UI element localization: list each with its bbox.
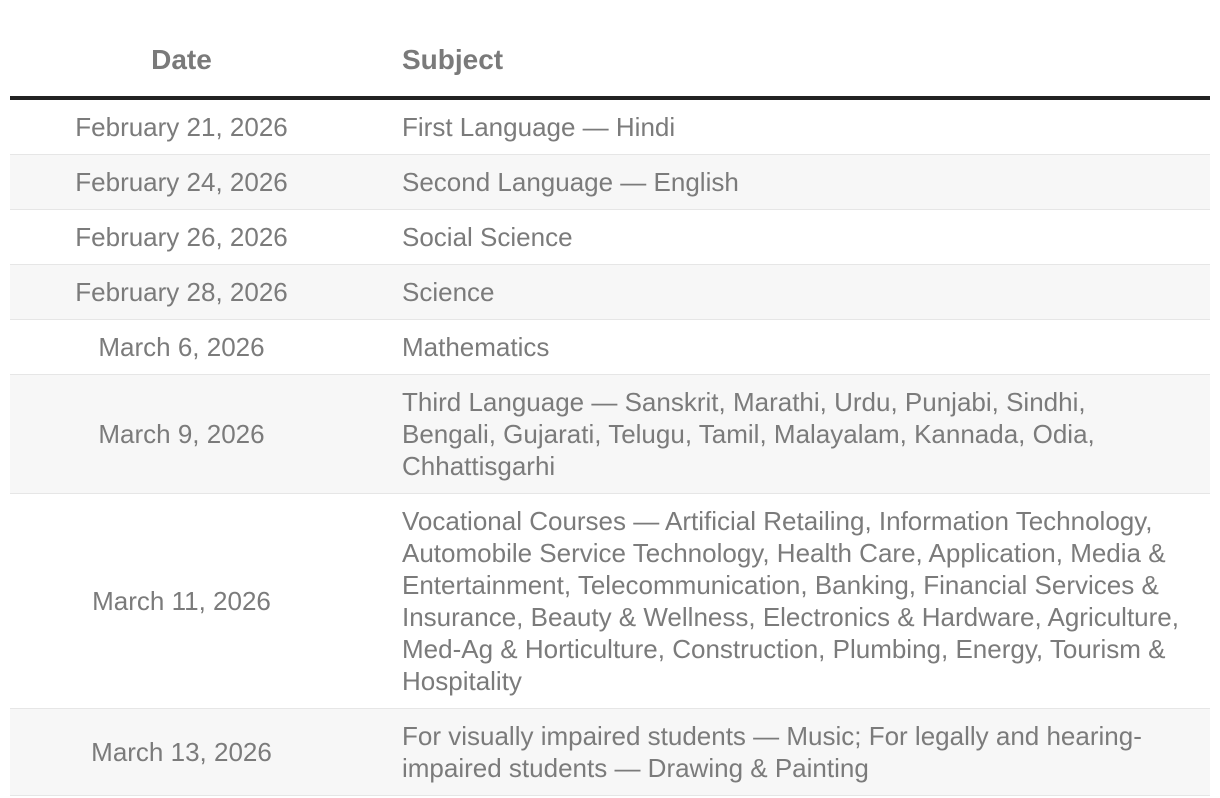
subject-cell: Mathematics (353, 320, 1210, 375)
header-date: Date (10, 0, 353, 98)
subject-cell: For visually impaired students — Music; For legally and hearing-impaired students — Drawing & Painting (353, 709, 1210, 796)
date-cell: February 26, 2026 (10, 210, 353, 265)
header-subject: Subject (353, 0, 1210, 98)
subject-cell: Second Language — English (353, 155, 1210, 210)
table-row (10, 98, 1210, 155)
table-row (10, 494, 1210, 709)
exam-schedule-table (10, 0, 1210, 796)
table-row (10, 320, 1210, 375)
date-cell: February 21, 2026 (10, 98, 353, 155)
subject-cell: First Language — Hindi (353, 98, 1210, 155)
subject-cell: Science (353, 265, 1210, 320)
table-row (10, 375, 1210, 494)
subject-cell: Vocational Courses — Artificial Retailing, Information Technology, Automobile Service Technology, Health Care, Application, Media & Entertainment, Telecommunication, Banking, Financial Services & Insurance, Beauty & Wellness, Electronics & Hardware, Agriculture, Med-Ag & Horticulture, Construction, Plumbing, Energy, Tourism & Hospitality (353, 494, 1210, 709)
table-row (10, 265, 1210, 320)
subject-cell: Third Language — Sanskrit, Marathi, Urdu, Punjabi, Sindhi, Bengali, Gujarati, Telugu, Tamil, Malayalam, Kannada, Odia, Chhattisgarhi (353, 375, 1210, 494)
date-cell: March 9, 2026 (10, 375, 353, 494)
table-row (10, 155, 1210, 210)
date-cell: March 11, 2026 (10, 494, 353, 709)
date-cell: February 24, 2026 (10, 155, 353, 210)
subject-cell: Social Science (353, 210, 1210, 265)
table-header-row (10, 0, 1210, 98)
exam-schedule (10, 0, 1210, 796)
table-row (10, 709, 1210, 796)
date-cell: February 28, 2026 (10, 265, 353, 320)
date-cell: March 13, 2026 (10, 709, 353, 796)
date-cell: March 6, 2026 (10, 320, 353, 375)
table-row (10, 210, 1210, 265)
